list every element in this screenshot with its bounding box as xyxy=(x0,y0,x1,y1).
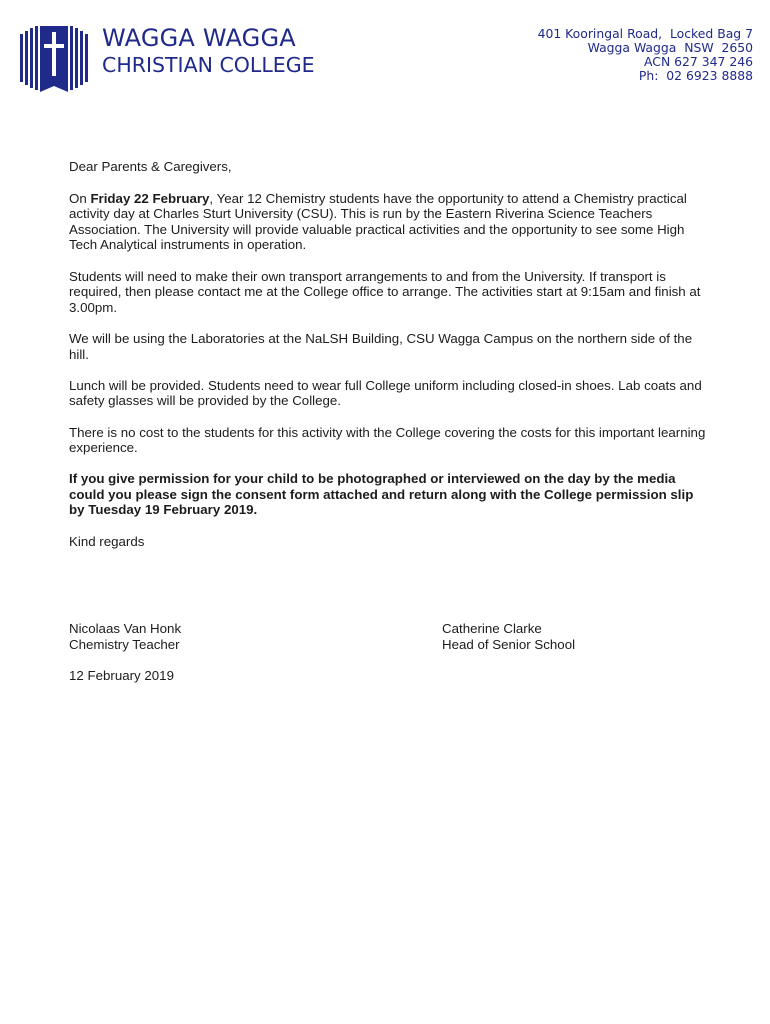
signatory-title-left: Chemistry Teacher xyxy=(69,636,180,652)
college-name-line1: WAGGA WAGGA xyxy=(102,24,296,52)
paragraph-transport: Students will need to make their own transport arrangements to and from the University. If transport is required, then please contact me at the College office to arrange. The activities start at 9:15am and finish at 3.00pm. xyxy=(69,268,701,315)
paragraph-permission: If you give permission for your child to be photographed or interviewed on the day by the media could you please sign the consent form attached and return along with the College permission slip by Tuesday 19 February 2019. xyxy=(69,471,694,518)
letter-date: 12 February 2019 xyxy=(69,668,174,683)
paragraph-event-text: , Year 12 Chemistry students have the opportunity to attend a Chemistry practical activity day at Charles Sturt University (CSU). This is run by the Eastern Riverina Science Teachers Association. The University will provide valuable practical activities and the opportunity to see some High Tech Analytical instruments in operation. xyxy=(69,190,687,253)
paragraph-lunch: Lunch will be provided. Students need to wear full College uniform including closed-in shoes. Lab coats and safety glasses will be provided by the College. xyxy=(69,377,702,409)
college-name xyxy=(102,26,315,76)
paragraph-event-prefix: On xyxy=(69,190,91,206)
letter-body xyxy=(69,159,709,565)
signatory-name-right: Catherine Clarke xyxy=(442,621,542,636)
closing: Kind regards xyxy=(69,533,145,549)
college-logo-icon xyxy=(18,22,90,94)
address-line-acn: ACN 627 347 246 xyxy=(644,54,753,69)
salutation: Dear Parents & Caregivers, xyxy=(69,159,232,174)
signatory-title-right: Head of Senior School xyxy=(442,636,576,652)
signature-right xyxy=(442,621,575,652)
college-address xyxy=(538,27,753,83)
event-date: Friday 22 February xyxy=(90,190,210,206)
signature-left xyxy=(69,621,181,652)
address-line-phone: Ph: 02 6923 8888 xyxy=(638,68,753,83)
signatory-name-left: Nicolaas Van Honk xyxy=(69,621,182,636)
paragraph-cost: There is no cost to the students for this activity with the College covering the costs for this important learning experience. xyxy=(69,424,706,456)
address-line-street: 401 Kooringal Road, Locked Bag 7 xyxy=(537,26,753,41)
college-name-line2: CHRISTIAN COLLEGE xyxy=(102,53,315,77)
address-line-city: Wagga Wagga NSW 2650 xyxy=(587,40,753,55)
paragraph-event xyxy=(69,191,709,253)
paragraph-location: We will be using the Laboratories at the NaLSH Building, CSU Wagga Campus on the northern side of the hill. xyxy=(69,330,693,362)
